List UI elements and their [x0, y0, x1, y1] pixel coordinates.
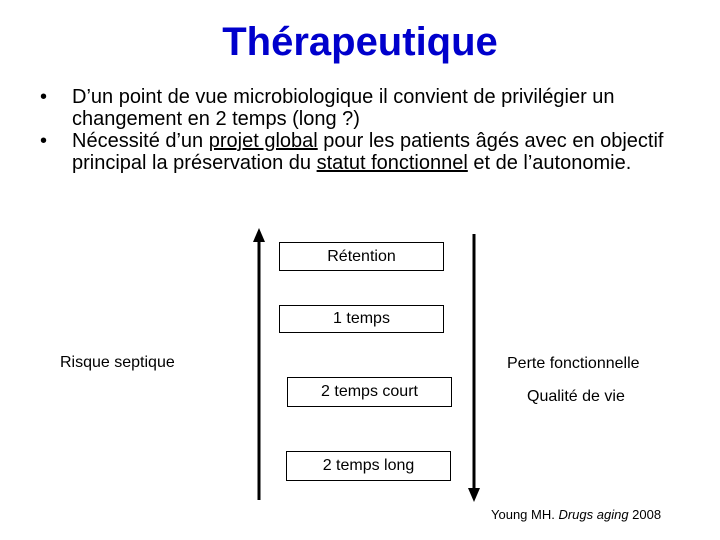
citation [491, 507, 661, 522]
underlined-text: statut fonctionnel [316, 152, 468, 174]
retention-box [279, 242, 444, 271]
underlined-text: projet global [208, 130, 318, 152]
risque-septique-label: Risque septique [60, 354, 175, 371]
citation-year: 2008 [628, 507, 662, 522]
two-temps-long-box [286, 451, 451, 481]
right-down-arrow [468, 234, 480, 502]
perte-fonctionnelle-label: Perte fonctionnelle [507, 355, 640, 372]
citation-author: Young MH. [491, 507, 559, 522]
two-temps-long-label: 2 temps long [322, 457, 415, 474]
two-temps-court-label: 2 temps court [321, 383, 418, 400]
bullet-marker: • [40, 130, 48, 152]
qualite-de-vie-label: Qualité de vie [527, 388, 625, 405]
bullet-marker: • [40, 86, 48, 108]
bullet-text-part: pour les patients âgés avec en objectif principal la préservation du [72, 130, 664, 174]
retention-label: Rétention [327, 247, 396, 265]
one-temps-label: 1 temps [333, 310, 390, 327]
bullet-text-part: et de l’autonomie. [467, 152, 632, 174]
slide-title: Thérapeutique [222, 20, 498, 64]
one-temps-box [279, 305, 444, 333]
citation-journal: Drugs aging [558, 507, 629, 522]
bullet-text-part: Nécessité d’un [72, 130, 209, 152]
two-temps-court-box [287, 377, 452, 407]
bullet-text: D’un point de vue microbiologique il convient de privilégier un changement en 2 temps (long ?) [72, 86, 615, 130]
left-up-arrow [253, 228, 265, 500]
